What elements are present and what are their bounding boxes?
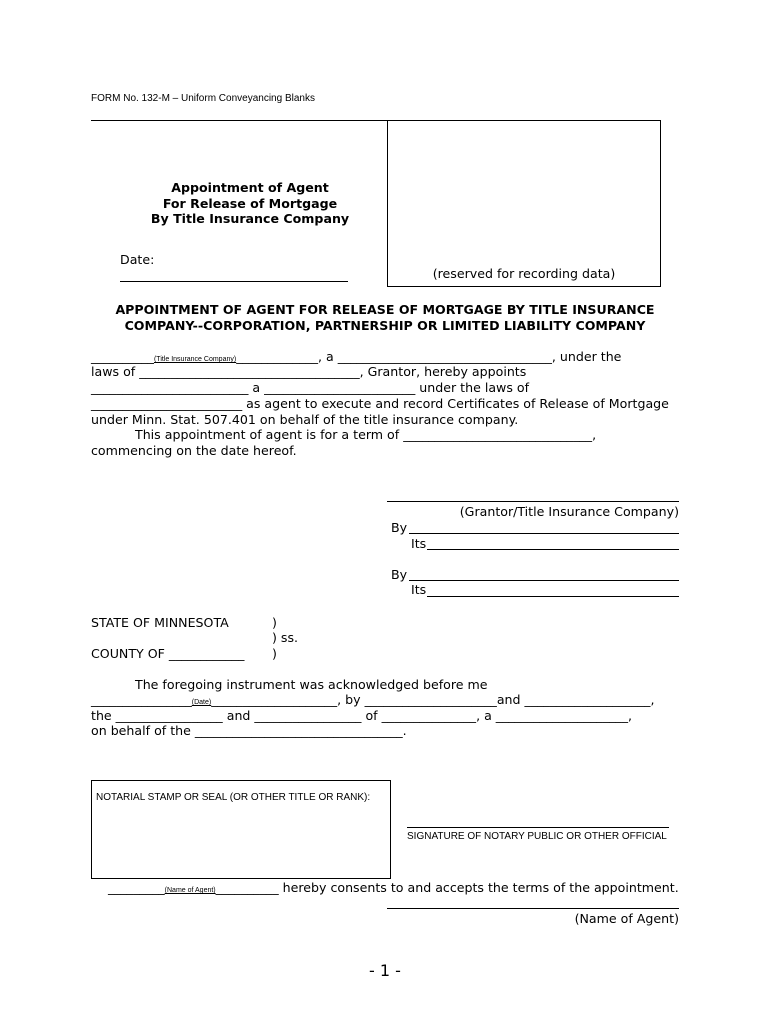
venue-paren-3: ) xyxy=(272,646,277,661)
body-line-5: under Minn. Stat. 507.401 on behalf of the title insurance company. xyxy=(91,412,519,427)
by-label-2: By xyxy=(391,567,408,582)
agent-name-blank-2[interactable]: __________ xyxy=(215,880,279,895)
ack-by-text: ____________________, by _____________________and ____________________, xyxy=(211,692,655,707)
acknowledgment-line-4: on behalf of the _________________________________. xyxy=(91,723,407,738)
by-line-1[interactable] xyxy=(409,533,679,534)
venue-paren-1: ) xyxy=(272,615,277,630)
notary-signature-line[interactable] xyxy=(407,827,669,828)
its-label-2: Its xyxy=(411,582,427,597)
date-label: Date: xyxy=(120,252,155,267)
agent-consent-line xyxy=(108,880,679,895)
grantor-signature-line[interactable] xyxy=(387,501,679,502)
notary-stamp-box xyxy=(91,780,391,879)
body-line-1 xyxy=(91,349,621,364)
date-line[interactable] xyxy=(120,281,348,282)
its-line-1[interactable] xyxy=(427,549,679,550)
title-company-blank-2[interactable]: _____________ xyxy=(236,349,319,364)
by-label-1: By xyxy=(391,520,408,535)
agent-consent-text: hereby consents to and accepts the terms of the appointment. xyxy=(278,880,679,895)
agent-signature-line[interactable] xyxy=(387,908,679,909)
by-line-2[interactable] xyxy=(409,580,679,581)
header-rule xyxy=(91,120,387,121)
county-label: COUNTY OF ____________ xyxy=(91,646,245,661)
agent-name-blank[interactable]: _________ xyxy=(108,880,165,895)
notary-signature-label: SIGNATURE OF NOTARY PUBLIC OR OTHER OFFICIAL xyxy=(407,831,667,842)
its-line-2[interactable] xyxy=(427,596,679,597)
recording-box-label: (reserved for recording data) xyxy=(432,266,616,281)
acknowledgment-line-3: the _________________ and _________________ of _______________, a _____________________, xyxy=(91,708,633,723)
title-line-2: For Release of Mortgage xyxy=(162,196,338,211)
acknowledgment-intro: The foregoing instrument was acknowledged before me xyxy=(135,677,488,692)
body-line-4: ________________________ as agent to execute and record Certificates of Release of Mortgage xyxy=(91,396,669,411)
title-company-caption: (Title Insurance Company) xyxy=(153,356,237,363)
title-line-3: By Title Insurance Company xyxy=(150,211,350,226)
ack-date-caption: (Date) xyxy=(191,699,212,706)
entity-type-text: , a __________________________________, under the xyxy=(318,349,622,364)
agent-name-caption: (Name of Agent) xyxy=(164,887,216,894)
main-heading-line-2: COMPANY--CORPORATION, PARTNERSHIP OR LIMITED LIABILITY COMPANY xyxy=(124,318,646,333)
its-label-1: Its xyxy=(411,536,427,551)
venue-ss: ) ss. xyxy=(272,630,299,645)
acknowledgment-line-2 xyxy=(91,692,654,707)
form-header: FORM No. 132-M – Uniform Conveyancing Blanks xyxy=(91,93,315,104)
main-heading-line-1: APPOINTMENT OF AGENT FOR RELEASE OF MORTGAGE BY TITLE INSURANCE xyxy=(115,302,655,317)
ack-date-blank[interactable]: ________________ xyxy=(91,692,192,707)
notary-stamp-label: NOTARIAL STAMP OR SEAL (OR OTHER TITLE OR RANK): xyxy=(96,792,371,803)
grantor-label: (Grantor/Title Insurance Company) xyxy=(459,504,679,519)
body-line-7: commencing on the date hereof. xyxy=(91,443,297,458)
agent-name-label: (Name of Agent) xyxy=(574,911,679,926)
title-company-blank[interactable]: __________ xyxy=(91,349,154,364)
page-number: - 1 - xyxy=(369,961,401,980)
title-line-1: Appointment of Agent xyxy=(171,180,329,195)
state-label: STATE OF MINNESOTA xyxy=(91,615,229,630)
body-line-3: _________________________ a ________________________ under the laws of xyxy=(91,380,530,395)
body-line-6: This appointment of agent is for a term of ______________________________, xyxy=(135,427,597,442)
recording-data-box xyxy=(387,120,661,287)
body-line-2: laws of ___________________________________, Grantor, hereby appoints xyxy=(91,364,527,379)
